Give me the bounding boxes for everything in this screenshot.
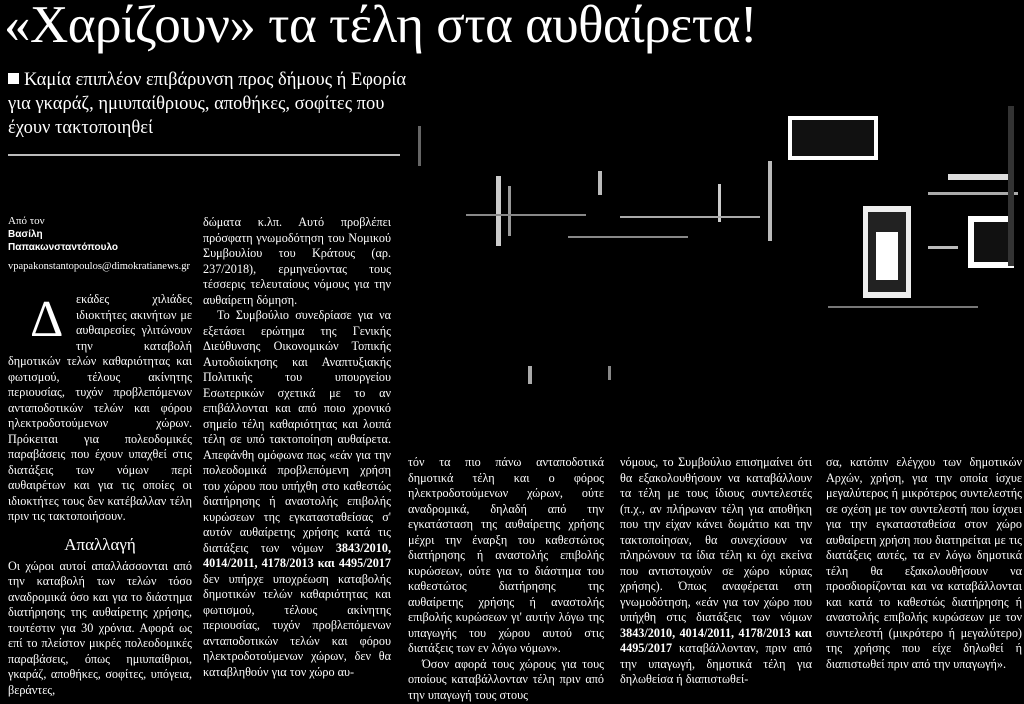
article-photo [408, 66, 1024, 452]
paragraph: σα, κατόπιν ελέγχου των δημοτικών Αρχών, χρήση, για την οποία ίσχυε μεγαλύτερος ή μικρότερος συντελεστής σε σχέση με τον συντελεστή που ίσχυει για την εγκατασταθείσα στον χώρο αυθαίρετη χρήση που διατηρείται με τις διατάξεις αυτές, τα εν λόγω δημοτικά τέλη θα εξακολουθήσουν να προσδιορίζονται και να καταβάλλονται και κατά το καθεστώς διατήρησης ή αναστολής επιβολής κυρώσεων με τον συντελεστή (μικρότερο ή μεγαλύτερο) της χρήσης που είχε δηλωθεί ή διαπιστωθεί πριν από την υπαγωγή». [826, 455, 1022, 671]
author-last-name: Παπακωνσταντόπουλο [8, 242, 119, 253]
paragraph: δεν υπήρχε υποχρέωση καταβολής δημοτικών τελών καθαριότητας και φωτισμού, τέλους ακίνητης περιουσίας, τυχόν προβλεπόμενων ανταποδοτικών τελών και φόρου ηλεκτροδοτούμενων χώρων, δεν θα καταβληθούν για τον χώρο αυ- [203, 571, 391, 679]
drop-cap: Δ [30, 291, 64, 348]
bullet-square-icon [8, 73, 19, 84]
paragraph: Όσον αφορά τους χώρους για τους οποίους καταβάλλονταν τέλη πριν από την υπαγωγή τους στους [408, 656, 604, 702]
author-email[interactable]: vpapakonstantopoulos@dimokratianews.gr [8, 261, 191, 272]
column-2 [203, 215, 391, 680]
subheading: Απαλλαγή [64, 534, 136, 554]
subheadline-text: Καμία επιπλέον επιβάρυνση προς δήμους ή Εφορία για γκαράζ, ημιυπαίθριους, αποθήκες, σοφίτες που έχουν τακτοποιηθεί [8, 70, 407, 138]
divider [8, 154, 400, 156]
column-3 [408, 455, 604, 703]
body-paragraph: Οι χώροι αυτοί απαλλάσσονται από την καταβολή των τελών τόσο αναδρομικά όσο και για το διάστημα διατήρησης της αυθαίρετης χρήσης, τουτέστιν για 30 χρόνια. Αφορά ως επί το πλείστον μικρές πολεοδομικές παραβάσεις, όπως ημιυπαίθριοι, γκαράζ, αποθήκες, σοφίτες, υπόγεια, βεράντες, [8, 558, 192, 697]
paragraph: νόμους, το Συμβούλιο επισημαίνει ότι θα εξακολουθήσουν να καταβάλλουν τα τέλη με τους ίδιους συντελεστές (π.χ., αν πλήρωναν τέλη για αποθήκη που την είχαν κάνει δωμάτιο και την τακτοποίησαν, θα συνεχίσουν να πληρώνουν τα ίδια τέλη κι όχι εκείνα που αντιστοιχούν σε χώρο κύριας χρήσης). Όπως αναφέρεται στη γνωμοδότηση, «εάν για τον χώρο που υπήχθη στις διατάξεις των νόμων [620, 455, 812, 624]
paragraph: δώματα κ.λπ. Αυτό προβλέπει πρόσφατη γνωμοδότηση του Νομικού Συμβουλίου του Κράτους (αρ. 237/2018), ερμηνεύοντας τους τέσσερις τελευταίους νόμους για την αυθαίρετη δόμηση. [203, 215, 391, 307]
column-5 [826, 455, 1022, 672]
byline [8, 214, 198, 274]
byline-prefix: Από τον [8, 215, 45, 227]
author-first-name: Βασίλη [8, 229, 43, 240]
subheadline [8, 68, 408, 140]
paragraph: Το Συμβούλιο συνεδρίασε για να εξετάσει ερώτημα της Γενικής Διεύθυνσης Οικονομικών Τοπικής Αυτοδιοίκησης και Αναπτυξιακής Πολιτικής του υπουργείου Εσωτερικών σχετικά με το αν επιβάλλονται και από ποιο χρονικό σημείο τέλη καθαριότητας και λοιπά τέλη σε υπό τακτοποίηση αυθαίρετα. Απεφάνθη ομόφωνα πως «εάν για την πολεοδομικά προβλεπόμενη χρήση του χώρου που υπήχθη στο καθεστώς διατήρησης ή αναστολής επιβολής κυρώσεων της εγκατασταθείσας σ' αυτόν αυθαίρετης χρήσης κατά τις διατάξεις των νόμων [203, 308, 391, 555]
paragraph: καταβάλλονταν, πριν από την υπαγωγή, δημοτικά τέλη για δηλωθείσα ή διαπιστωθεί- [620, 641, 813, 686]
laws-reference: 3843/2010, 4014/2011, 4178/2013 και 4495/2017 [620, 625, 812, 655]
paragraph: τόν τα πιο πάνω ανταποδοτικά δημοτικά τέλη και ο φόρος ηλεκτροδοτούμενων χώρων, ούτε αναδρομικά, δηλαδή από την εγκατάσταση της αυθαίρετης χρήσης μέχρι την έναρξη του καθεστώτος διατήρησης ή αναστολής επιβολής κυρώσεων, ούτε για το διάστημα του καθεστώτος διατήρησης της αυθαίρετης χρήσης ή αναστολής επιβολής κυρώσεων γι' αυτήν λόγω της υπαγωγής του χώρου αυτού στις διατάξεις των εν λόγω νόμων». [408, 455, 604, 655]
intro-paragraph: εκάδες χιλιάδες ιδιοκτήτες ακινήτων με αυθαιρεσίες γλιτώνουν την καταβολή δημοτικών τελών καθαριότητας και φωτισμού, τέλους ακίνητης περιουσίας, τυχόν προβλεπόμενων ανταποδοτικών τελών και φόρου ηλεκτροδοτούμενων χώρων. Πρόκειται για πολεοδομικές παραβάσεις που έχουν υπαχθεί στις διατάξεις των νόμων περί αυθαιρέτων και για τις οποίες οι ιδιοκτήτες τους δεν κατέβαλλαν τέλη πριν τις τακτοποιήσουν. [8, 292, 192, 523]
night-building-photo [408, 66, 1024, 452]
headline: «Χαρίζουν» τα τέλη στα αυθαίρετα! [4, 0, 757, 54]
column-4 [620, 455, 812, 688]
laws-reference: 3843/2010, 4014/2011, 4178/2013 και 4495/2017 [203, 540, 391, 570]
column-1 [8, 292, 192, 698]
